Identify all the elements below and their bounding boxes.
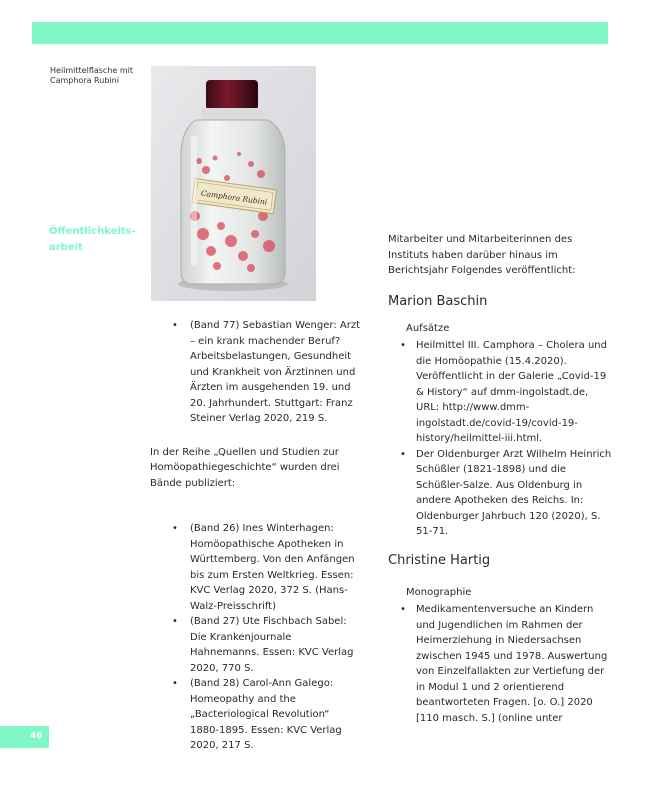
person-name-hartig: Christine Hartig <box>388 552 491 568</box>
series-list-a <box>150 318 360 427</box>
list-item: • (Band 27) Ute Fischbach Sabel: Die Krankenjournale Hahnemanns. Essen: KVC Verlag 2020, 770 S. <box>150 614 360 676</box>
subhead-articles: Aufsätze <box>406 322 450 334</box>
list-item: • (Band 26) Ines Winterhagen: Homöopathische Apotheken in Württemberg. Von den Anfängen bis zum Ersten Weltkrieg. Essen: KVC Verlag 2020, 372 S. (Hans-Walz-Preisschrift) <box>150 521 360 614</box>
publications-intro: Mitarbeiter und Mitarbeiterinnen des Instituts haben darüber hinaus im Berichtsjahr Folgendes veröffentlicht: <box>388 234 576 276</box>
list-item: • Medikamentenversuche an Kindern und Jugendlichen im Rahmen der Heimerziehung in Niedersachsen zwischen 1945 und 1978. Auswertung von Einzelfallakten zur Vertiefung der in Modul 1 und 2 orientierend beantworteten Fragen. [o. O.] 2020 [110 masch. S.] (online unter <box>388 602 613 726</box>
subhead-monograph: Monographie <box>406 586 472 598</box>
right-column <box>388 232 613 726</box>
series-list-b <box>150 521 360 754</box>
page-number: 46 <box>30 731 43 741</box>
medicine-bottle-photo <box>151 66 316 301</box>
page-number-tab <box>0 726 49 748</box>
header-accent-bar <box>32 22 608 44</box>
series-intro: In der Reihe „Quellen und Studien zur Homöopathiegeschichte“ wurden drei Bände publiziert: <box>150 446 340 489</box>
list-item: • (Band 77) Sebastian Wenger: Arzt – ein krank machender Beruf? Arbeitsbelastungen, Gesundheit und Krankheit von Ärztinnen und Ärzten im ausgehenden 19. und 20. Jahrhundert. Stuttgart: Franz Steiner Verlag 2020, 219 S. <box>150 318 360 427</box>
person-name-baschin: Marion Baschin <box>388 293 488 309</box>
baschin-publications <box>388 338 613 540</box>
list-item: • Heilmittel III. Camphora – Cholera und die Homöopathie (15.4.2020). Veröffentlicht in der Galerie „Covid-19 & History“ auf dmm-ingolstadt.de, URL: http://www.dmm-ingolstadt.de/covid-19/covid-19-history/heilmittel-iii.html. <box>388 338 613 447</box>
image-caption: Heilmittelflasche mit Camphora Rubini <box>50 66 134 85</box>
side-heading: Öffentlichkeits-arbeit <box>49 226 136 253</box>
list-item: • Der Oldenburger Arzt Wilhelm Heinrich Schüßler (1821-1898) und die Schüßler-Salze. Aus Oldenburg in andere Apotheken des Reichs. In: Oldenburger Jahrbuch 120 (2020), S. 51-71. <box>388 447 613 540</box>
list-item: • (Band 28) Carol-Ann Galego: Homeopathy and the „Bacteriological Revolution“ 1880-1895. Essen: KVC Verlag 2020, 217 S. <box>150 676 360 754</box>
bottle-label-text: Camphora Rubini <box>200 188 268 207</box>
hartig-publications <box>388 602 613 726</box>
middle-column <box>150 318 360 754</box>
